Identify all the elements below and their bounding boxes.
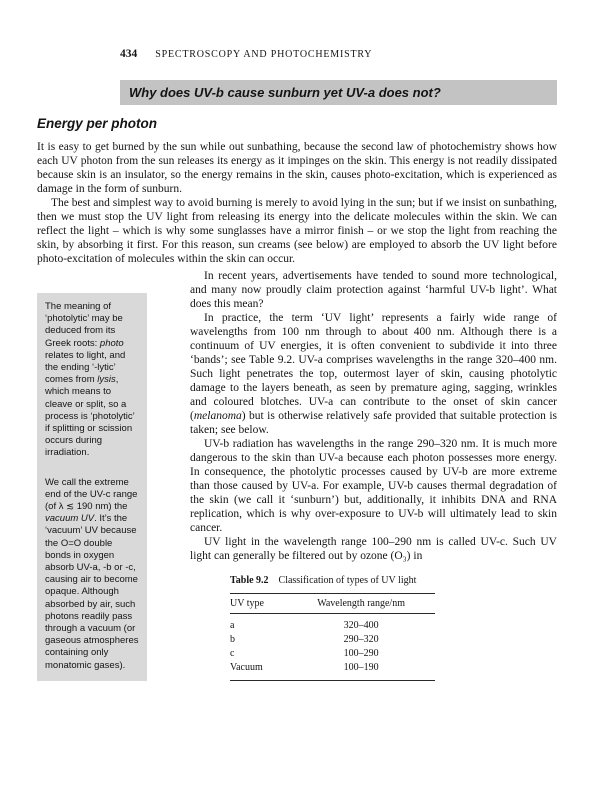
table-header-row [230,594,435,614]
margin-note-text: We call the extreme end of the UV-c range (of λ ≲ 190 nm) the vacuum UV. It’s the ‘vacuum’ UV because the O=O double bonds in oxygen absorb UV-a, -b or -c, causing air to become opaque. Although absorbed by air, such photons readily pass through a vacuum (or gaseous atmospheres containing only monatomic gases). [45,476,139,671]
paragraph: In recent years, advertisements have tended to sound more technological, and many now proudly claim protection against ‘harmful UV-b light’. What does this mean? [190,270,557,310]
wavelength-cell: 320–400 [343,620,379,631]
running-title: SPECTROSCOPY AND PHOTOCHEMISTRY [155,49,373,60]
column-header-wavelength: Wavelength range/nm [287,594,435,614]
column-header-uv-type: UV type [230,594,287,614]
margin-note-column [37,269,147,681]
uv-classification-table [230,575,435,681]
wavelength-cell: 100–190 [343,662,379,673]
table-caption-text: Classification of types of UV light [278,575,417,586]
wavelength-cell: 290–320 [343,634,379,645]
table [230,593,435,681]
article-title: Why does UV-b cause sunburn yet UV-a does not? [129,85,441,100]
section-heading: Energy per photon [37,116,158,131]
paragraph: UV-b radiation has wavelengths in the range 290–320 nm. It is much more dangerous to the skin than UV-a because each photon possesses more energy. In consequence, the photolytic processes caused by UV-b are more extreme than those caused by UV-a. For example, UV-b causes thermal degradation of the skin (we call it ‘sunburn’) but, additionally, it inhibits DNA and RNA replication, which is why over-exposure to UV-b will ultimately lead to skin cancer. [190,438,557,534]
table-row [230,633,435,647]
two-column-zone [37,269,557,681]
uv-type-cell: Vacuum [230,662,263,673]
uv-type-cell: b [230,634,235,645]
uv-type-cell: a [230,620,235,631]
table-row [230,614,435,633]
page-number: 434 [120,48,138,60]
table-label: Table 9.2 [230,575,269,586]
body-text-column [190,269,557,681]
margin-note-text: The meaning of ‘photolytic’ may be deduced from its Greek roots: photo relates to light, and the ending ‘-lytic’ comes from lysis, which means to cleave or split, so a process is ‘photolytic’ if splitting or scission occurs during irradiation. [45,301,135,459]
running-head [120,48,557,60]
uv-type-cell: c [230,648,235,659]
table-row [230,647,435,661]
table-caption [230,575,435,587]
paragraph: In practice, the term ‘UV light’ represents a fairly wide range of wavelengths from 100 nm through to about 400 nm. Although there is a continuum of UV energies, it is often convenient to subdivide it into three ‘bands’; see Table 9.2. UV-a comprises wavelengths in the range 320–400 nm. Such light penetrates the top, outermost layer of skin, causing photolytic damage to the layers beneath, as seen by premature aging, sagging, wrinkles and coloured blotches. UV-a can contribute to the onset of skin cancer (melanoma) but is otherwise relatively safe provided that suitable protection is taken; see below. [190,312,557,436]
margin-note [37,293,147,469]
table-row [230,661,435,681]
article-title-banner [120,80,557,105]
margin-note [37,469,147,681]
paragraph: It is easy to get burned by the sun while out sunbathing, because the second law of photochemistry shows how each UV photon from the sun releases its energy as it impinges on the skin. This energy is not readily dissipated because skin is an insulator, so the energy remains in the skin, causes photo-excitation, which is experienced as damage in the form of sunburn. [37,141,557,195]
paragraph: The best and simplest way to avoid burning is merely to avoid lying in the sun; but if we insist on sunbathing, then we must stop the UV light from releasing its energy into the delicate molecules within the skin. We can reflect the light – which is why some sunglasses have a mirror finish – or we stop the light from reaching the skin, by absorbing it first. For this reason, sun creams (see below) are employed to absorb the UV light before photo-excitation of molecules within the skin can occur. [37,197,557,265]
paragraph: UV light in the wavelength range 100–290 nm is called UV-c. Such UV light can generally be filtered out by ozone (O₃) in [190,536,557,562]
wavelength-cell: 100–290 [343,648,379,659]
